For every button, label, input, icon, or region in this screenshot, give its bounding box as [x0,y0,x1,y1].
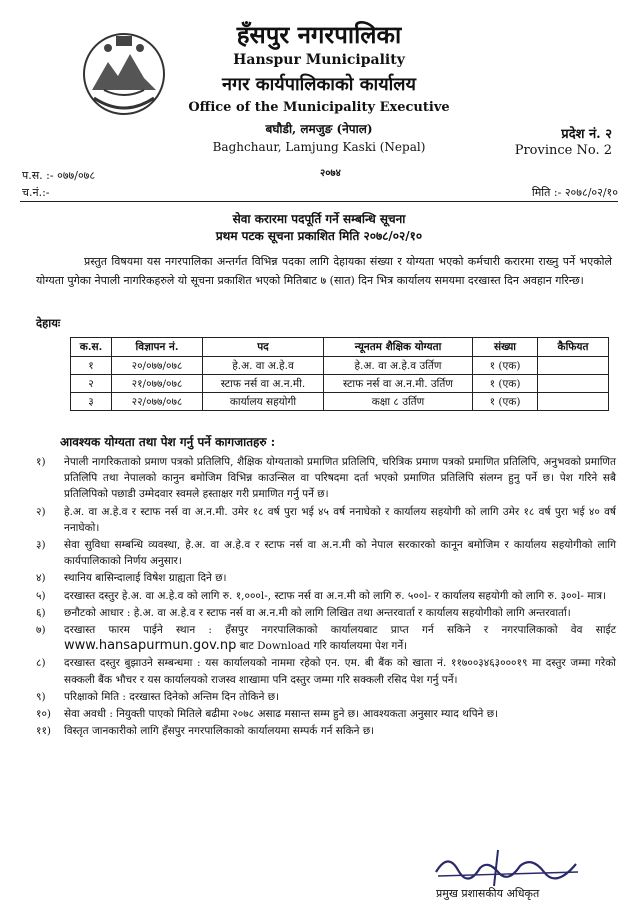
municipality-title-devanagari: हँसपुर नगरपालिका [236,20,402,49]
item-text: सेवा अवधी : नियुक्ती पाएको मितिले बढीमा २०७८ असाढ मसान्त सम्म हुने छ। आवश्यकता अनुसार म्याद थपिने छ। [64,708,499,721]
table-cell: १ (एक) [473,357,538,375]
table-cell [538,357,609,375]
table-cell: २ [71,375,112,393]
requirements-list [36,454,616,740]
table-cell: कक्षा ८ उर्तिण [324,393,473,411]
item-number: ५) [36,589,46,602]
stamp-year: २०७४ [320,168,341,179]
dispatch-number: च.नं.:- [22,186,50,199]
item-number: ८) [36,657,46,670]
address-devanagari: बघौडी, लमजुङ (नेपाल) [265,122,373,136]
col-header-ad-no: विज्ञापन नं. [112,338,203,357]
table-cell: स्टाफ नर्स वा अ.न.मी. [203,375,324,393]
list-item [36,570,616,586]
list-item [36,504,616,536]
item-text: नेपाली नागरिकताको प्रमाण पत्रको प्रतिलिपि, शैक्षिक योग्यताको प्रमाणित प्रतिलिपि, चरित्रिक प्रमाण पत्रको प्रमाणित प्रतिलिपि, अनुभवको प्रमाणित प्रतिलिपि तथा नेपालको कानुन बमोजिम विभिन्न काउन्सिल वा परिषदमा दर्ता भएको प्रमाणित प्रतिलिपि संलग्न हुनु पर्ने छ। पेश गरिने सबै प्रतिलिपिको पछाडी उम्मेदवार स्वमले हस्ताक्षर गरी प्रमाणित गर्नु पर्ने छ। [64,456,616,501]
item-text: दरखास्त दस्तुर बुझाउने सम्बन्धमा : यस कार्यालयको नाममा रहेको एन. एम. बी बैंक को खाता नं. ११७००३४६३०००१९ मा दस्तुर जम्मा गरेको सक्कली बैंक भौचर र यस कार्यालयको राजस्व शाखामा पनि दस्तुर जम्मा गरि सक्कली रसिद पेश गर्नु पर्ने। [64,657,616,686]
col-header-remarks: कैफियत [538,338,609,357]
item-text: सेवा सुविधा सम्बन्धि व्यवस्था, हे.अ. वा अ.हे.व र स्टाफ नर्स वा अ.न.मी को नेपाल सरकारको कानून बमोजिम र कार्यालय सहयोगीको लागि कार्यपालिकाको निर्णय अनुसार। [64,539,616,568]
item-text: स्थानिय बासिन्दालाई विषेश ग्राह्यता दिने छ। [64,572,227,585]
table-row [71,357,609,375]
item-text: परिक्षाको मिति : दरखास्त दिनेको अन्तिम दिन तोकिने छ। [64,690,280,703]
table-cell: १ (एक) [473,393,538,411]
col-header-post: पद [203,338,324,357]
item-number: ४) [36,572,46,585]
item-number: २) [36,505,46,518]
list-item [36,454,616,503]
notice-subheading: प्रथम पटक सूचना प्रकाशित मिति २०७८/०२/१० [215,229,423,243]
office-title-english: Office of the Municipality Executive [188,100,450,115]
table-cell: स्टाफ नर्स वा अ.न.मी. उर्तिण [324,375,473,393]
item-text-after: बाट Download गरि कार्यालयमा पेश गर्ने। [236,640,408,653]
list-item [36,706,616,722]
col-header-qualification: न्यूनतम शैक्षिक योग्यता [324,338,473,357]
table-cell: २०/०७७/०७८ [112,357,203,375]
municipality-title-english: Hanspur Municipality [233,52,405,68]
website-link[interactable]: www.hansapurmun.gov.np [64,638,237,654]
item-number: १) [36,456,46,468]
list-item [36,655,616,687]
table-cell: हे.अ. वा अ.हे.व [203,357,324,375]
col-header-count: संख्या [473,338,538,357]
table-header-row [71,338,609,357]
item-number: १०) [36,708,52,721]
vacancy-table [70,337,609,411]
item-text: हे.अ. वा अ.हे.व र स्टाफ नर्स वा अ.न.मी. उमेर १८ वर्ष पुरा भई ४५ वर्ष ननाघेको र कार्यालय सहयोगी को लागि उमेर १८ वर्ष पुरा भई ४० वर्ष ननाघेको। [64,505,616,534]
col-header-sn: क.स. [71,338,112,357]
address-english: Baghchaur, Lamjung Kaski (Nepal) [212,140,426,154]
item-text: दरखास्त फारम पाईने स्थान : हँसपुर नगरपालिकाको कार्यालयबाट प्राप्त गर्न सकिने र नगरपालिकाको वेव साईट [64,624,616,637]
header-divider [20,201,618,202]
table-cell: १ (एक) [473,375,538,393]
notice-heading: सेवा करारमा पदपूर्ति गर्ने सम्बन्धि सूचना [232,212,406,226]
item-text: दरखास्त दस्तुर हे.अ. वा अ.हे.व को लागि रु. १,०००l-, स्टाफ नर्स वा अ.न.मी को लागि रु. ५००l- र कार्यालय सहयोगी को लागि रु. ३००l- मात्र। [64,589,607,602]
item-number: ६) [36,606,46,619]
list-item [36,723,616,739]
table-cell: ३ [71,393,112,411]
table-row [71,393,609,411]
list-item [36,537,616,569]
table-cell: २२/०७७/०७८ [112,393,203,411]
intro-paragraph: प्रस्तुत विषयमा यस नगरपालिका अन्तर्गत विभिन्न पदका लागि देहायका संख्या र योग्यता भएको कर्मचारी करारमा राख्नु पर्ने भएकोले योग्यता पुगेका नेपाली नागरिकहरुले यो सूचना प्रकाशित भएको मितिबाट ७ (सात) दिन भित्र कार्यालय समयमा दरखास्त दिन अवहान गरिन्छ। [36,255,612,287]
dehay-label: देहायः [36,316,61,330]
table-cell [538,375,609,393]
table-cell: हे.अ. वा अ.हे.व उर्तिण [324,357,473,375]
requirements-heading: आवश्यक योग्यता तथा पेश गर्नु पर्ने कागजातहरु : [60,435,276,449]
office-title-devanagari: नगर कार्यपालिकाको कार्यालय [222,74,416,95]
item-number: ३) [36,539,46,552]
item-number: ११) [36,725,52,738]
list-item [36,622,616,654]
table-cell: २१/०७७/०७८ [112,375,203,393]
list-item [36,689,616,705]
province-english: Province No. 2 [514,143,612,158]
table-row [71,375,609,393]
reference-number: प.स. :- ०७७/०७८ [22,169,96,182]
list-item [36,605,616,621]
item-number: ७) [36,624,46,637]
notice-date: मिति :- २०७८/०२/१० [531,186,618,199]
item-number: ९) [36,690,46,703]
item-text: छनौटको आधार : हे.अ. वा अ.हे.व र स्टाफ नर्स वा अ.न.मी को लागि लिखित तथा अन्तरवार्ता र कार्यालय सहयोगीको लागि अन्तरवार्ता। [64,606,571,619]
signatory-title: प्रमुख प्रशासकीय अधिकृत [436,887,540,900]
table-cell: कार्यालय सहयोगी [203,393,324,411]
province-devanagari: प्रदेश नं. २ [561,127,612,142]
table-cell [538,393,609,411]
item-text: विस्तृत जानकारीको लागि हँसपुर नगरपालिकाको कार्यालयमा सम्पर्क गर्न सकिने छ। [64,725,375,738]
table-cell: १ [71,357,112,375]
list-item [36,588,616,604]
